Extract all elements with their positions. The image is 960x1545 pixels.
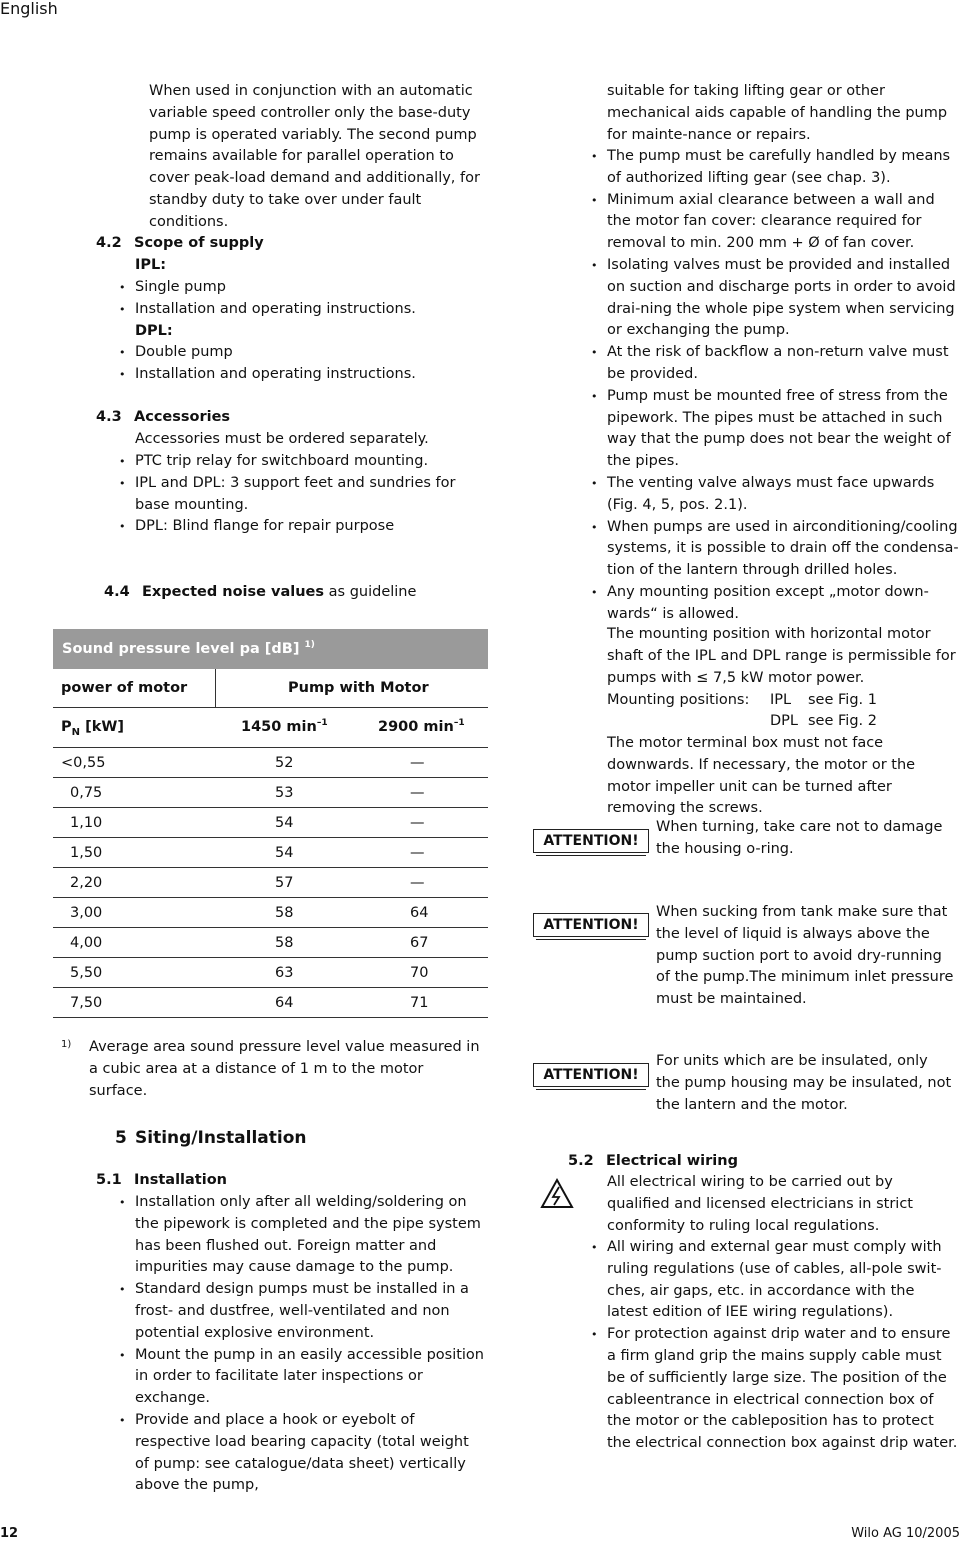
- table-row: [53, 898, 488, 928]
- table-footnote: Average area sound pressure level value measured in a cubic area at a distance of 1 m to the motor surface.: [89, 1039, 480, 1099]
- chapter-title: Siting/Installation: [135, 1128, 307, 1148]
- power-cell: 3,00: [70, 905, 103, 921]
- table-unit-row: [53, 708, 488, 748]
- power-cell: 1,10: [70, 815, 103, 831]
- list-item: • Installation only after all welding/soldering on the pipework is completed and the pipe system has been flushed out. Foreign matter and impurities may cause damage to the pump.: [135, 1192, 487, 1279]
- electrical-warning-icon: [540, 1177, 574, 1211]
- footnote-mark: 1): [61, 1039, 72, 1050]
- noise-1450-cell: 63: [275, 965, 294, 981]
- section-number: 4.4: [104, 584, 130, 600]
- table-header: Sound pressure level pa [dB] $^{1)}$: [53, 629, 488, 669]
- electrical-list: [607, 1237, 959, 1455]
- section-4-3-heading: [96, 407, 230, 429]
- list-item: • Double pump: [135, 342, 485, 364]
- list-item: • Installation and operating instructions.: [135, 299, 485, 321]
- table-row: [53, 808, 488, 838]
- noise-2900-cell: 67: [410, 935, 429, 951]
- section-4-2-heading: [96, 233, 264, 255]
- noise-2900-cell: 64: [410, 905, 429, 921]
- power-cell: 4,00: [70, 935, 103, 951]
- noise-1450-cell: 54: [275, 845, 294, 861]
- siting-list: [607, 146, 959, 626]
- list-item: • Isolating valves must be provided and installed on suction and discharge ports in order to avoid drai-ning the whole pipe system when servicing or exchanging the pump.: [607, 255, 959, 342]
- ipl-list: [135, 277, 485, 321]
- footer-company: Wilo AG 10/2005: [851, 1526, 960, 1541]
- noise-1450-cell: 54: [275, 815, 294, 831]
- list-item: • Minimum axial clearance between a wall and the motor fan cover: clearance required for removal to min. 200 mm + Ø of fan cover.: [607, 190, 959, 255]
- noise-1450-cell: 64: [275, 995, 294, 1011]
- noise-2900-cell: —: [410, 755, 425, 771]
- table-body: [53, 748, 488, 1018]
- list-item: • Single pump: [135, 277, 485, 299]
- list-item: • Provide and place a hook or eyebolt of respective load bearing capacity (total weight of pump: see catalogue/data sheet) vertically above the pump,: [135, 1410, 487, 1497]
- section-number: 4.3: [96, 409, 122, 425]
- mounting-dpl: DPL see Fig. 2: [770, 713, 877, 729]
- language-label: English: [0, 0, 58, 18]
- electrical-intro: All electrical wiring to be carried out by qualified and licensed electricians in strict conformity to ruling local regulations.: [607, 1174, 913, 1234]
- section-number: 4.2: [96, 235, 122, 251]
- power-cell: 0,75: [70, 785, 103, 801]
- installation-list: [135, 1192, 487, 1497]
- list-item: • At the risk of backflow a non-return valve must be provided.: [607, 342, 959, 386]
- noise-2900-cell: —: [410, 815, 425, 831]
- power-cell: 5,50: [70, 965, 103, 981]
- noise-1450-cell: 57: [275, 875, 294, 891]
- mounting-paragraph: The mounting position with horizontal motor shaft of the IPL and DPL range is permissible for pumps with ≤ 7,5 kW motor power.: [607, 626, 956, 686]
- noise-2900-cell: —: [410, 875, 425, 891]
- table-row: [53, 868, 488, 898]
- attention-text-1: When turning, take care not to damage the housing o-ring.: [656, 819, 943, 857]
- continuation-paragraph: suitable for taking lifting gear or other mechanical aids capable of handling the pump for mainte-nance or repairs.: [607, 83, 948, 143]
- table-row: [53, 988, 488, 1018]
- noise-2900-cell: 70: [410, 965, 429, 981]
- attention-badge: ATTENTION!: [533, 1063, 649, 1087]
- noise-1450-cell: 52: [275, 755, 294, 771]
- section-number: 5.2: [568, 1153, 594, 1169]
- attention-badge: ATTENTION!: [533, 829, 649, 853]
- noise-1450-cell: 58: [275, 935, 294, 951]
- noise-table: [53, 629, 488, 1018]
- column-divider: [215, 669, 216, 708]
- table-row: [53, 778, 488, 808]
- section-title: Electrical wiring: [606, 1153, 738, 1169]
- noise-1450-cell: 53: [275, 785, 294, 801]
- accessories-list: [135, 451, 485, 538]
- section-5-1-heading: [96, 1170, 227, 1192]
- attention-text-3: For units which are be insulated, only the pump housing may be insulated, not the lantern and the motor.: [656, 1053, 952, 1113]
- power-cell: <0,55: [61, 755, 106, 771]
- section-number: 5.1: [96, 1172, 122, 1188]
- section-5-2-heading: [568, 1151, 738, 1173]
- ipl-label: IPL:: [135, 257, 167, 273]
- list-item: • Standard design pumps must be installed in a frost- and dustfree, well-ventilated and non potential explosive environment.: [135, 1279, 487, 1344]
- chapter-number: 5: [115, 1128, 127, 1148]
- accessories-intro: Accessories must be ordered separately.: [135, 431, 429, 447]
- list-item: • Mount the pump in an easily accessible position in order to facilitate later inspections or exchange.: [135, 1345, 487, 1410]
- list-item: • IPL and DPL: 3 support feet and sundries for base mounting.: [135, 473, 485, 517]
- table-row: [53, 748, 488, 778]
- page-number: 12: [0, 1526, 19, 1541]
- list-item: • All wiring and external gear must comply with ruling regulations (use of cables, all-pole swit-ches, air gaps, etc. in accordance with the latest edition of IEE wiring regulations).: [607, 1237, 959, 1324]
- pn-label: $P_N$ [kW]: [61, 719, 124, 738]
- col-power-header: power of motor: [61, 680, 188, 696]
- noise-2900-cell: 71: [410, 995, 429, 1011]
- list-item: • For protection against drip water and to ensure a firm gland grip the mains supply cable must be of sufficiently large size. The position of the cableentrance in electrical connection box of the motor or the cableposition has to protect the electrical connection box against drip water.: [607, 1324, 959, 1455]
- section-title: Expected noise values: [142, 584, 325, 600]
- intro-paragraph: When used in conjunction with an automatic variable speed controller only the base-duty pump is operated variably. The second pump remains available for parallel operation to cover peak-load demand and additionally, for standby duty to take over under fault conditions.: [149, 83, 480, 230]
- mounting-ipl: IPL see Fig. 1: [770, 692, 877, 708]
- section-4-4-heading: [104, 582, 416, 604]
- section-title: Accessories: [134, 409, 231, 425]
- table-row: [53, 928, 488, 958]
- power-cell: 1,50: [70, 845, 103, 861]
- attention-text-2: When sucking from tank make sure that the level of liquid is always above the pump suction port to avoid dry-running of the pump.The minimum inlet pressure must be maintained.: [656, 904, 954, 1008]
- section-title: Scope of supply: [134, 235, 264, 251]
- speed-2900-header: 2900 $\min^{-1}$: [378, 718, 465, 735]
- noise-2900-cell: —: [410, 785, 425, 801]
- speed-1450-header: 1450 $\min^{-1}$: [241, 718, 328, 735]
- list-item: • Any mounting position except „motor down-wards“ is allowed.: [607, 582, 959, 626]
- chapter-5-heading: [115, 1126, 307, 1150]
- list-item: • PTC trip relay for switchboard mounting.: [135, 451, 485, 473]
- noise-2900-cell: —: [410, 845, 425, 861]
- section-title-suffix: as guideline: [324, 584, 417, 600]
- terminal-box-paragraph: The motor terminal box must not face downwards. If necessary, the motor or the motor impeller unit can be turned after removing the screws.: [607, 735, 916, 817]
- attention-badge: ATTENTION!: [533, 913, 649, 937]
- list-item: • The venting valve always must face upwards (Fig. 4, 5, pos. 2.1).: [607, 473, 959, 517]
- table-row: [53, 838, 488, 868]
- dpl-label: DPL:: [135, 323, 173, 339]
- list-item: • Installation and operating instructions.: [135, 364, 485, 386]
- power-cell: 7,50: [70, 995, 103, 1011]
- list-item: • When pumps are used in airconditioning/cooling systems, it is possible to drain off the condensa-tion of the lantern through drilled holes.: [607, 517, 959, 582]
- list-item: • DPL: Blind flange for repair purpose: [135, 516, 485, 538]
- col-pump-header: Pump with Motor: [288, 680, 429, 696]
- noise-1450-cell: 58: [275, 905, 294, 921]
- mounting-positions-label: Mounting positions:: [607, 692, 750, 708]
- dpl-list: [135, 342, 485, 386]
- power-cell: 2,20: [70, 875, 103, 891]
- table-column-header-row: [53, 669, 488, 708]
- table-row: [53, 958, 488, 988]
- list-item: • Pump must be mounted free of stress from the pipework. The pipes must be attached in such way that the pump does not bear the weight of the pipes.: [607, 386, 959, 473]
- section-title: Installation: [134, 1172, 227, 1188]
- list-item: • The pump must be carefully handled by means of authorized lifting gear (see chap. 3).: [607, 146, 959, 190]
